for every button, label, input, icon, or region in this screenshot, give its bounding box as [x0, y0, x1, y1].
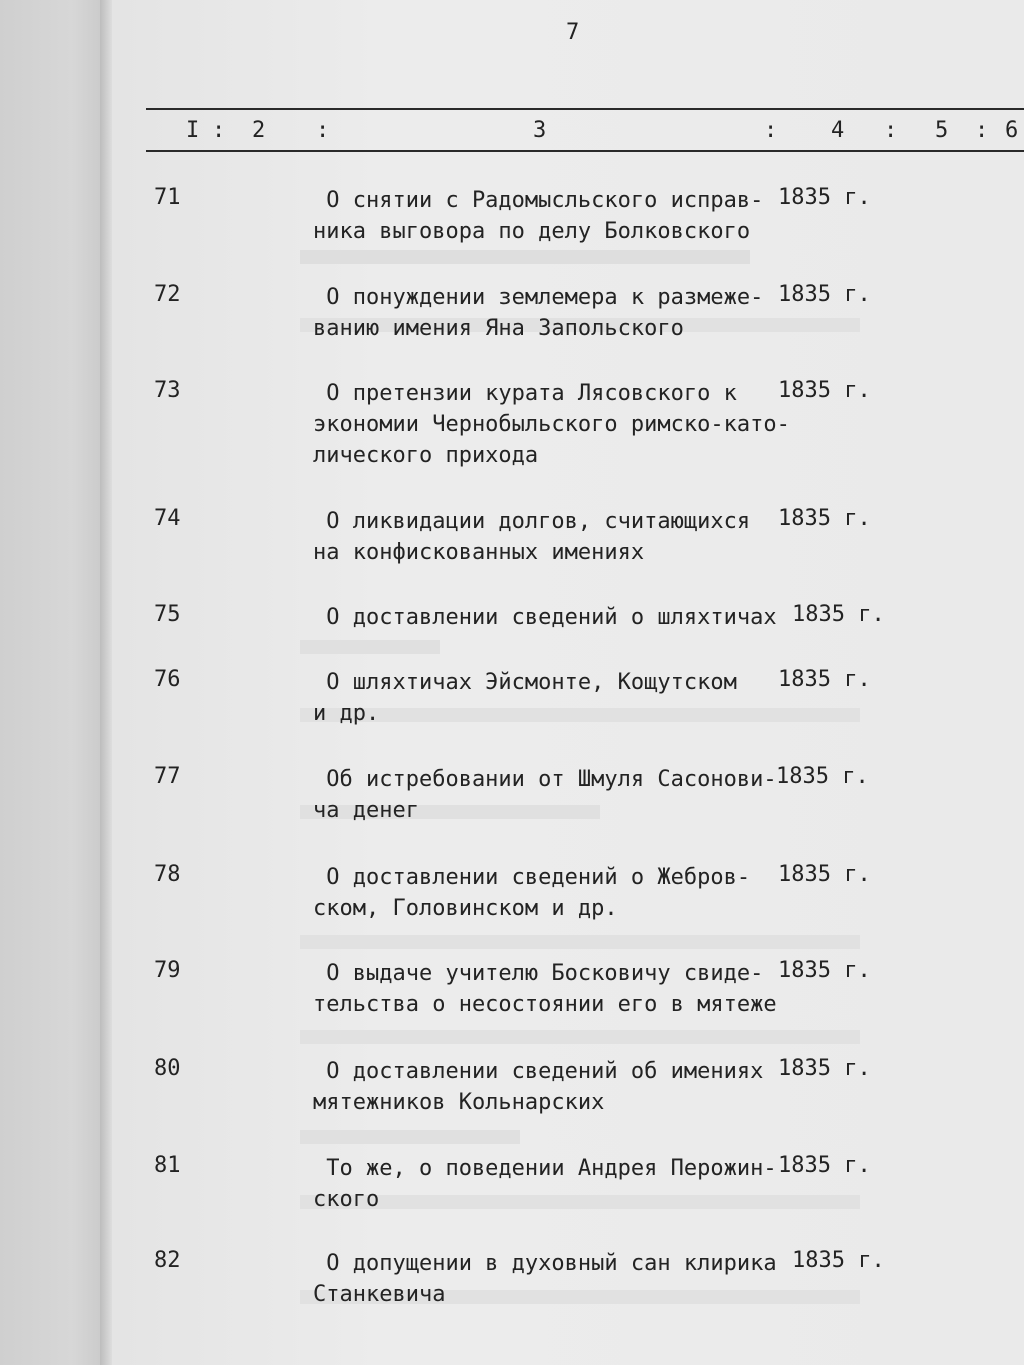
entry-number: 82 [154, 1248, 181, 1273]
entry-number: 72 [154, 282, 181, 307]
entry-year: 1835 г. [778, 862, 871, 887]
entry-text: О понуждении землемера к размеже- ванию имения Яна Запольского [313, 285, 764, 341]
entry-text: О доставлении сведений о шляхтичах [313, 605, 777, 630]
entry-number: 80 [154, 1056, 181, 1081]
entry-number: 79 [154, 958, 181, 983]
entry-text: О доставлении сведений о Жебров- ском, Головинском и др. [313, 865, 751, 921]
header-sep: : [975, 118, 989, 143]
header-col2: 2 [252, 118, 266, 143]
entry-number: 77 [154, 764, 181, 789]
entry-number: 71 [154, 185, 181, 210]
header-bottom-rule [146, 150, 1024, 152]
entry-title [313, 282, 763, 344]
entry-text: О шляхтичах Эйсмонте, Кощутском и др. [313, 670, 737, 726]
entry-year: 1835 г. [778, 282, 871, 307]
entry-number: 74 [154, 506, 181, 531]
entry-year: 1835 г. [792, 1248, 885, 1273]
entry-year: 1835 г. [778, 667, 871, 692]
entry-year: 1835 г. [778, 958, 871, 983]
header-sep: : [884, 118, 898, 143]
entry-text: То же, о поведении Андрея Перожин- ского [313, 1156, 777, 1212]
entry-number: 76 [154, 667, 181, 692]
header-col4: 4 [831, 118, 845, 143]
entry-title [313, 185, 763, 247]
entry-number: 81 [154, 1153, 181, 1178]
entry-text: О ликвидации долгов, считающихся на конфискованных имениях [313, 509, 751, 565]
entry-title [313, 1248, 777, 1310]
entry-year: 1835 г. [778, 185, 871, 210]
entry-text: О претензии курата Лясовского к экономии Чернобыльского римско-като- лического прихода [313, 381, 790, 468]
entry-year: 1835 г. [778, 378, 871, 403]
entry-title [313, 1153, 777, 1215]
header-top-rule [146, 108, 1024, 110]
entry-number: 78 [154, 862, 181, 887]
entry-title [313, 667, 737, 729]
entry-year: 1835 г. [776, 764, 869, 789]
entry-title [313, 1056, 763, 1118]
header-sep: : [764, 118, 778, 143]
entry-year: 1835 г. [778, 1056, 871, 1081]
entry-title [313, 378, 790, 471]
entry-title [313, 862, 750, 924]
page-number: 7 [566, 20, 580, 45]
header-sep: : [316, 118, 330, 143]
entry-year: 1835 г. [778, 1153, 871, 1178]
entry-title [313, 506, 750, 568]
entry-year: 1835 г. [778, 506, 871, 531]
entry-title [313, 602, 777, 633]
entry-number: 73 [154, 378, 181, 403]
header-col1: I [186, 118, 200, 143]
entry-year: 1835 г. [792, 602, 885, 627]
entry-number: 75 [154, 602, 181, 627]
entry-text: О допущении в духовный сан клирика Станкевича [313, 1251, 777, 1307]
header-sep: : [212, 118, 226, 143]
entry-text: О выдаче учителю Босковичу свиде- тельства о несостоянии его в мятеже [313, 961, 777, 1017]
entry-text: Об истребовании от Шмуля Сасонови- ча денег [313, 767, 777, 823]
header-col5: 5 [935, 118, 949, 143]
entry-text: О снятии с Радомысльского исправ- ника выговора по делу Болковского [313, 188, 764, 244]
entry-title [313, 764, 777, 826]
entry-title [313, 958, 777, 1020]
entry-text: О доставлении сведений об имениях мятежников Кольнарских [313, 1059, 764, 1115]
header-col3: 3 [533, 118, 547, 143]
header-col6: 6 [1005, 118, 1019, 143]
